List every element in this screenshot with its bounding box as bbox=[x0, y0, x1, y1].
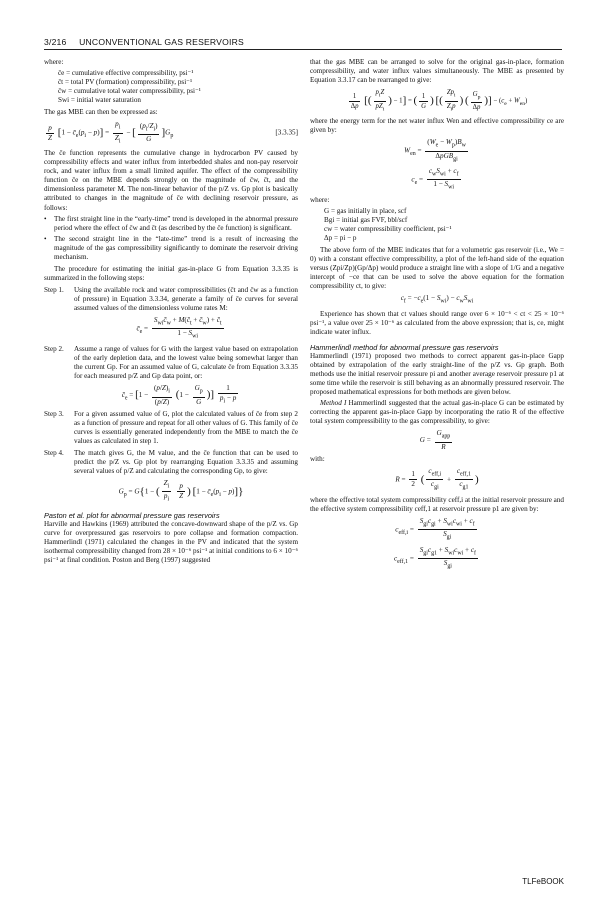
paragraph-experience: Experience has shown that ct values should range over 6 × 10⁻⁶ < ct < 25 × 10⁻⁶ psi⁻¹, a value over 25 × 10⁻⁶ as calculated from the above expression; that is, ce, might indicate water influx. bbox=[310, 309, 564, 336]
step-2 bbox=[44, 345, 298, 381]
left-column bbox=[44, 58, 298, 565]
where-label: where: bbox=[44, 58, 64, 66]
definition-cw: c̄w = cumulative total water compressibility, psi⁻¹ bbox=[58, 87, 201, 96]
definition-bgi: Bgi = initial gas FVF, bbl/scf bbox=[324, 216, 408, 225]
paragraph-hammerlindl: Hammerlindl (1971) proposed two methods to correct apparent gas-in-place Gapp obtained by extrapolation of the early straight-line of the p/Z vs. Gp graph. Both methods use the initial reservoir pressure pi and another average reservoir pressure p1 at some time while the reservoir is still behaving as an abnormally pressured reservoir. The proposed mathematical expressions for both methods are given below. bbox=[310, 352, 564, 397]
equation-3-3-35: $\frac{p}{Z}$ $[1 - c̄_e(p_i - p)]$ = $\frac{p_i}{Z_i}$ − [ $\frac{(p_i/Z_i)}{G}$ ]$G_p$ [3.3.35] bbox=[48, 120, 298, 145]
equation-ce-effective: $c_e$ = $\frac{c_wS_{wi} + c_f}{1 - S_{wi}}$ bbox=[411, 166, 459, 191]
running-header bbox=[44, 37, 564, 47]
paragraph-method-1 bbox=[310, 399, 564, 426]
bullet-early-time: • The first straight line in the “early-time” trend is developed in the abnormal pressure period where the effect of c̄w and c̄t (as described by the c̄e function) is significant. bbox=[44, 215, 298, 233]
equation-ceff-1: $c_{eff,1}$ = $\frac{S_{gi}c_{g1} + S_{wi}c_{wi} + c_f}{S_{gi}}$ bbox=[393, 545, 477, 570]
definition-cw: cw = water compressibility coefficient, psi⁻¹ bbox=[324, 225, 452, 234]
definition-ce: c̄e = cumulative effective compressibility, psi⁻¹ bbox=[58, 69, 194, 78]
equation-ce-step2: $c̄_e = [1$ − $\frac{(p/Z)_i}{(p/Z)}$ (1 − $\frac{G_p}{G}$ )] $\frac{1}{p_i - p}$ bbox=[121, 384, 237, 406]
definition-list bbox=[58, 69, 298, 105]
section-heading-paston: Paston et al. plot for abnormal pressure gas reservoirs bbox=[44, 510, 220, 520]
equation-number: [3.3.35] bbox=[275, 128, 298, 137]
definition-ct: c̄t = total PV (formation) compressibility, psi⁻¹ bbox=[58, 78, 193, 87]
step-3-text: For a given assumed value of G, plot the calculated values of c̄e from step 2 as a function of pressure and repeat for all other values of G. This family of c̄e curves is essentially generated independently from the MBE to match the c̄e values as calculated in step 1. bbox=[74, 409, 298, 445]
paragraph-harville: Harville and Hawkins (1969) attributed the concave-downward shape of the p/Z vs. Gp curve for overpressured gas reservoirs to pore collapse and formation compaction. Hammerlindl (1971) calculated the changes in the PV and indicated that the system isothermal compressibility changed from 28 × 10⁻⁶ psi⁻¹ at initial conditions to 6 × 10⁻⁶ psi⁻¹ at final condition. Poston and Berg (1997) suggested bbox=[44, 519, 298, 565]
header-rule bbox=[44, 49, 562, 50]
page-number: 3/216 bbox=[44, 37, 67, 47]
step-2-label: Step 2. bbox=[44, 344, 64, 353]
definition-dp: Δp = pi − p bbox=[324, 234, 357, 243]
equation-r: R = $\frac{1}{2}$ ( $\frac{c_{eff,i}}{c_{gi}}$ + $\frac{c_{eff,1}}{c_{g1}}$ ) bbox=[395, 466, 479, 491]
step-1-label: Step 1. bbox=[44, 285, 64, 294]
with-label: with: bbox=[310, 454, 325, 463]
step-3 bbox=[44, 410, 298, 446]
equation-mbe-rearranged: $\frac{1}{\Delta p}$ [( $\frac{p_iZ}{pZ_i}$ ) − 1] = ( $\frac{1}{G}$ ) [( $\frac{Zp_i}{Z_ip}$ ) ( $\frac{G_p}{\Delta p}$ )] − $(c_e + W_{en})$ bbox=[350, 89, 528, 112]
paragraph-procedure: The procedure for estimating the initial gas-in-place G from Equation 3.3.35 is summarized in the following steps: bbox=[44, 264, 298, 282]
footer-brand: TLFeBOOK bbox=[522, 877, 564, 886]
step-4-text: The match gives G, the M value, and the c̄e function that can be used to predict the p/Z vs. Gp plot by rearranging Equation 3.3.35 and assuming several values of p/Z and calculating the corresponding Gp, to give: bbox=[74, 448, 298, 475]
where-label-right: where: bbox=[310, 195, 330, 204]
step-2-text: Assume a range of values for G with the largest value based on extrapolation of the early depletion data, and the lowest value being somewhat larger than the current Gp. For an assumed value of G, calculate c̄e from Equation 3.3.35 for each measured p/Z and Gp data point, or: bbox=[74, 344, 298, 381]
mbe-intro: The gas MBE can then be expressed as: bbox=[44, 108, 158, 117]
method-1-text: Hammerlindl suggested that the actual gas-in-place G can be estimated by correcting the apparent gas-in-place Gapp by incorporating the ratio R of the effective total system compressibility to the gas compressibility, to give: bbox=[310, 399, 564, 426]
paragraph-energy-term: where the energy term for the net water influx Wen and effective compressibility ce are given by: bbox=[310, 116, 564, 134]
definition-g: G = gas initially in place, scf bbox=[324, 206, 407, 215]
step-4-label: Step 4. bbox=[44, 448, 64, 457]
paragraph-ce-function: The c̄e function represents the cumulative change in hydrocarbon PV caused by compressibility effects and water influx from interbedded shales and non-pay reservoir rock, and water influx from a small limited aquifer. The effect of the compressibility function c̄e on the MBE depends strongly on the magnitude of c̄w, c̄t, and the dimensionless parameter M. The non-linear behavior of the p/Z vs. Gp plot is basically attributed to changes in the magnitude of c̄e with declining reservoir pressure, as follows: bbox=[44, 149, 298, 212]
equation-wen: $W_{en}$ = $\frac{(W_e - W_p)B_w}{\Delta pGB_{gi}}$ bbox=[404, 138, 466, 162]
step-3-label: Step 3. bbox=[44, 409, 64, 418]
step-1-text: Using the available rock and water compressibilities (c̄t and c̄w as a function of pressure) in Equation 3.3.34, generate a family of c̄e curves for several assumed values of the dimensionless volume rates M: bbox=[74, 285, 298, 312]
method-1-label: Method I bbox=[320, 399, 347, 408]
right-column bbox=[310, 58, 564, 575]
section-heading-hammerlindl: Hammerlindl method for abnormal pressure gas reservoirs bbox=[310, 343, 499, 352]
equation-ce-step1: $c̄_e$ = $\frac{S_{wi}c̄_w + M(c̄_t + c̄_w) + c̄_t}{1 - S_{wi}}$ bbox=[136, 316, 222, 340]
equation-ceff-i: $c_{eff,i}$ = $\frac{S_{gi}c_{gi} + S_{wi}c_{wi} + c_f}{S_{gi}}$ bbox=[395, 517, 475, 541]
definition-list-right bbox=[324, 207, 564, 243]
paragraph-effective-compressibility: where the effective total system compressibility ceff,i at the initial reservoir pressure and the effective system compressibility ceff,1 at reservoir pressure p1 are given by: bbox=[310, 495, 564, 513]
equation-cf: $c_f = -c_e(1 - S_{wi}) - c_wS_{wi}$ bbox=[400, 294, 474, 305]
paragraph-mbe-arranged: that the gas MBE can be arranged to solve for the original gas-in-place, formation compressibility, and water influx values simultaneously. The MBE as presented by Equation 3.3.17 can be rearranged to give: bbox=[310, 58, 564, 85]
definition-swi: Swi = initial water saturation bbox=[58, 96, 141, 105]
step-4 bbox=[44, 449, 298, 476]
equation-g: G = $\frac{G_{app}}{R}$ bbox=[419, 429, 451, 451]
bullet-late-time: • The second straight line in the “late-time” trend is a result of increasing the magnitude of the gas compressibility significantly to dominate the reservoir driving mechanism. bbox=[44, 235, 298, 262]
chapter-title: UNCONVENTIONAL GAS RESERVOIRS bbox=[79, 37, 244, 47]
paragraph-volumetric: The above form of the MBE indicates that for a volumetric gas reservoir (i.e., We = 0) with a constant effective compressibility, a plot of the left-hand side of the equation versus (Zpi/Zp)(Gp/Δp) would produce a straight line with a slope of 1/G and a negative intercept of −ce that can be used to solve the above equation for the formation compressibility ct, to give: bbox=[310, 246, 564, 291]
equation-gp: $G_p = G\{1$ − ( $\frac{Z_i}{p_i}$ $\frac{p}{Z}$ ) $[1 - c̄_e(p_i - p)]$} bbox=[118, 478, 244, 503]
step-1 bbox=[44, 286, 298, 313]
